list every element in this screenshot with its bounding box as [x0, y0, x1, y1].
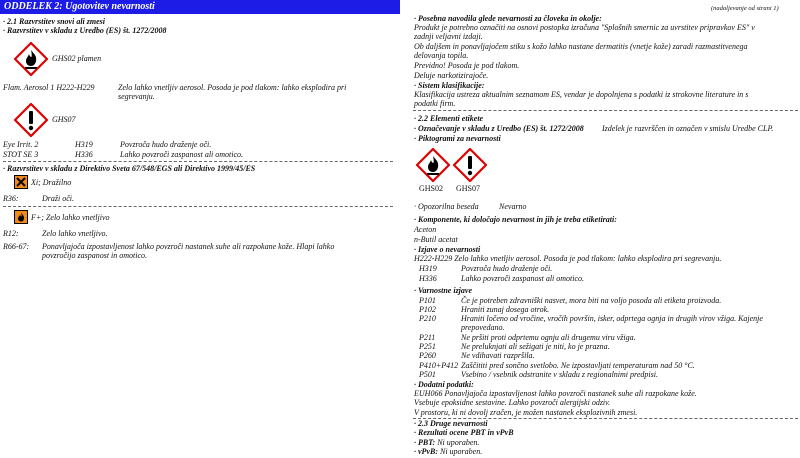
flam-text: Zelo lahko vnetljiv aerosol. Posoda je pod tlakom: lahko eksplodira pri	[118, 83, 347, 92]
prec-text: Hraniti ločeno od vročine, vročih površin, isker, odprtega ognja in drugih virov vžiga. Kajenje	[461, 314, 763, 323]
signal-word-value: Nevarno	[499, 202, 527, 211]
section-2-3-title: · 2.3 Druge nevarnosti	[414, 419, 488, 428]
f-plus-label: F+; Zelo lahko vnetljivo	[31, 213, 110, 222]
prec-code: P251	[419, 342, 436, 351]
supplemental-line-1: EUH066 Ponavljajoča izpostavljenost lahko povzroči nastanek suhe ali razpokane kože.	[414, 389, 697, 398]
special-line-3: Ob daljšem in ponavljajočem stiku s kožo lahko nastane dermatitis (vnetje kože) zaradi razmastitvenega	[414, 42, 748, 51]
directive-classification-title: · Razvrstitev v skladu z Direktivo Sveta 67/548/EGS ali Direktivo 1999/45/ES	[3, 164, 256, 173]
pictogram-ghs07-caption: GHS07	[456, 184, 481, 193]
r12-code: R12:	[3, 229, 19, 238]
clp-labelling-text: Izdelek je razvrščen in označen v smislu Uredbe CLP.	[602, 124, 774, 133]
hazard-code-2: H319	[419, 264, 437, 273]
stot-text: Lahko povzroči zaspanost ali omotico.	[120, 150, 244, 159]
prec-text: Ne vdihavati razpršila.	[461, 351, 535, 360]
special-line-6: Deluje narkotizirajoče.	[414, 71, 489, 80]
supplemental-line-2: Vsebuje epoksidne sestavine. Lahko povzroči alergijski odziv.	[414, 398, 611, 407]
r12-text: Zelo lahko vnetljivo.	[42, 229, 108, 238]
eye-class: Eye Irrit. 2	[3, 140, 39, 149]
clp-labelling-title: · Označevanje v skladu z Uredbo (ES) št. 1272/2008	[414, 124, 584, 133]
r66-67-code: R66-67:	[3, 242, 30, 251]
classification-system-title: · Sistem klasifikacije:	[414, 81, 485, 90]
xi-irritant-icon	[14, 175, 28, 189]
prec-code: P410+P412	[419, 361, 459, 370]
eye-code: H319	[75, 140, 93, 149]
pictogram-ghs02-caption: GHS02	[419, 184, 444, 193]
prec-text: Ne preluknjati ali sežigati je niti, ko je prazna.	[461, 342, 610, 351]
prec-text: Zaščititi pred sončno svetlobo. Ne izpostavljati temperaturam nad 50 °C.	[461, 361, 695, 370]
r36-code: R36:	[3, 194, 19, 203]
divider	[3, 161, 393, 162]
prec-text: Vsebino / vsebnik odstranite v skladu z regionalnimi predpisi.	[461, 370, 658, 379]
prec-text: Ne pršiti proti odprtemu ognju ali drugemu viru vžiga.	[461, 333, 636, 342]
r66-67-text-cont: povzročijo zaspanost in omotico.	[42, 251, 148, 260]
clp-classification-title: · Razvrstitev v skladu z Uredbo (ES) št. 1272/2008	[3, 26, 167, 35]
ghs07-label: GHS07	[52, 115, 76, 124]
hazard-code-3: H336	[419, 274, 437, 283]
prec-text: prepovedano.	[461, 323, 505, 332]
stot-code: H336	[75, 150, 93, 159]
prec-code: P501	[419, 370, 436, 379]
vpvb-line: · vPvB: Ni uporaben.	[414, 447, 483, 456]
signal-word-label: · Opozorilna beseda	[414, 202, 479, 211]
r36-text: Draži oči.	[42, 194, 74, 203]
prec-code: P211	[419, 333, 436, 342]
prec-code: P102	[419, 305, 436, 314]
supplemental-title: · Dodatni podatki:	[414, 380, 474, 389]
ghs02-flame-icon	[14, 42, 48, 76]
ghs07-exclamation-icon	[14, 103, 48, 137]
supplemental-line-3: V prostoru, ki ni dovolj zračen, je možen nastanek eksplozivnih zmesi.	[414, 408, 638, 417]
divider	[3, 206, 393, 207]
section-2-2-title: · 2.2 Elementi etikete	[414, 114, 484, 123]
prec-text: Hraniti zunaj dosega otrok.	[461, 305, 550, 314]
component-2: n-Butil acetat	[414, 235, 458, 244]
xi-label: Xi; Dražilno	[31, 178, 72, 187]
special-line-5: Previdno! Posoda je pod tlakom.	[414, 61, 520, 70]
prec-code: P210	[419, 314, 436, 323]
special-line-2: zadnji veljavni izdaji.	[414, 32, 483, 41]
flam-text-cont: segrevanju.	[118, 92, 155, 101]
hazard-statements-title: · Izjave o nevarnosti	[414, 245, 481, 254]
hazard-line-1: H222-H229 Zelo lahko vnetljiv aerosol. Posoda je pod tlakom: lahko eksplodira pri segrevanju.	[414, 254, 722, 263]
stot-class: STOT SE 3	[3, 150, 39, 159]
pbt-results-title: · Rezultati ocene PBT in vPvB	[414, 428, 514, 437]
pbt-line: · PBT: Ni uporaben.	[414, 438, 480, 447]
prec-code: P101	[419, 296, 436, 305]
section-header: ODDELEK 2: Ugotovitev nevarnosti	[0, 0, 400, 14]
system-line-1: Klasifikacija ustreza aktualnim seznamom ES, vendar je dopolnjena s podatki iz strokovne literature in s	[414, 90, 749, 99]
hazard-text-3: Lahko povzroči zaspanost ali omotico.	[461, 274, 585, 283]
r66-67-text: Ponavljajoča izpostavljenost lahko povzroči nastanek suhe ali razpokane kože. Hlapi lahko	[42, 242, 335, 251]
special-notes-title: · Posebna navodila glede nevarnosti za človeka in okolje:	[414, 14, 602, 23]
ghs07-exclamation-icon	[453, 148, 487, 182]
prec-code: P260	[419, 351, 436, 360]
section-2-1-title: · 2.1 Razvrstitev snovi ali zmesi	[3, 17, 105, 26]
flam-class: Flam. Aerosol 1 H222-H229	[3, 83, 95, 92]
ghs02-flame-icon	[416, 148, 450, 182]
eye-text: Povzroča hudo draženje oči.	[120, 140, 212, 149]
precautionary-title: · Varnostne izjave	[414, 286, 473, 295]
special-line-4: delovanja topila.	[414, 51, 469, 60]
divider	[413, 110, 798, 111]
component-1: Aceton	[414, 225, 437, 234]
hazard-text-2: Povzroča hudo draženje oči.	[461, 264, 553, 273]
special-line-1: Produkt je potrebno označiti na osnovi postopka izračuna "Splošnih smernic za uvrstitev pripravkov ES" v	[414, 23, 755, 32]
components-title: · Komponente, ki določajo nevarnost in jih je treba etiketirati:	[414, 215, 617, 224]
pictograms-title: · Piktogrami za nevarnosti	[414, 134, 501, 143]
prec-text: Če je potreben zdravniški nasvet, mora biti na voljo posoda ali etiketa proizvoda.	[461, 296, 722, 305]
system-line-2: podatki firm.	[414, 99, 456, 108]
continued-note: (nadaljevanje od strani 1)	[711, 5, 779, 12]
f-plus-flame-icon	[14, 210, 28, 224]
ghs02-label: GHS02 plamen	[52, 54, 102, 63]
